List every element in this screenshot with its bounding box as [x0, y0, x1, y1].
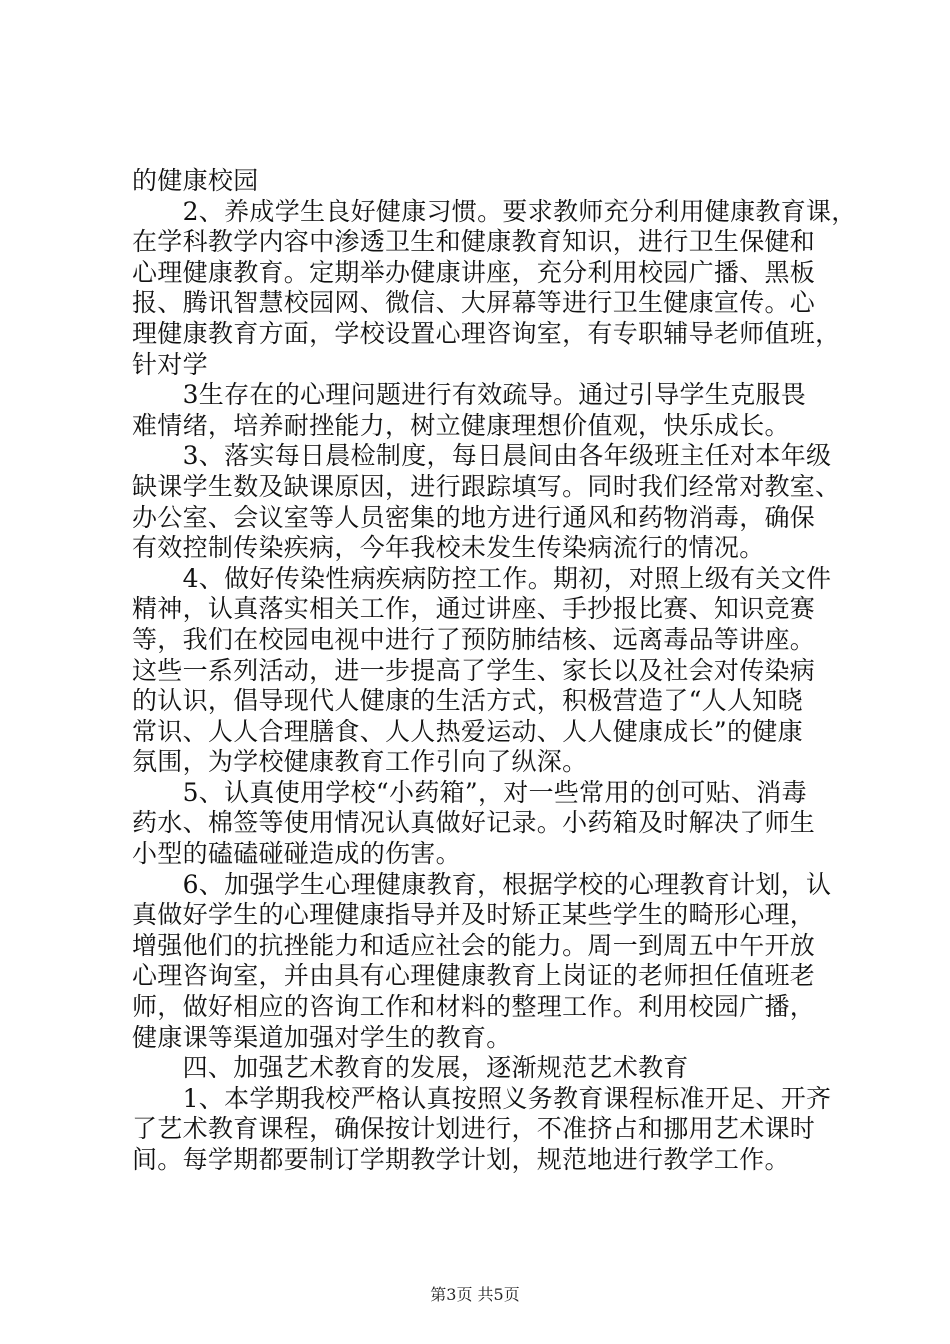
text-line: 小型的磕磕碰碰造成的伤害。 — [132, 839, 461, 869]
text-line: 报、腾讯智慧校园网、微信、大屏幕等进行卫生健康宣传。心 — [132, 288, 816, 318]
text-line: 2、养成学生良好健康习惯。要求教师充分利用健康教育课， — [132, 196, 857, 226]
text-line: 理健康教育方面，学校设置心理咨询室，有专职辅导老师值班， — [132, 318, 841, 348]
text-line: 常识、人人合理膳食、人人热爱运动、人人健康成长”的健康 — [132, 716, 803, 746]
text-line: 的认识，倡导现代人健康的生活方式，积极营造了“人人知晓 — [132, 686, 803, 716]
text-line: 4、做好传染性病疾病防控工作。期初，对照上级有关文件 — [132, 563, 832, 593]
text-line: 等，我们在校园电视中进行了预防肺结核、远离毒品等讲座。 — [132, 624, 816, 654]
text-line: 四、加强艺术教育的发展，逐渐规范艺术教育 — [132, 1053, 689, 1083]
text-line: 增强他们的抗挫能力和适应社会的能力。周一到周五中午开放 — [132, 930, 816, 960]
text-line: 精神，认真落实相关工作，通过讲座、手抄报比赛、知识竞赛 — [132, 594, 816, 624]
text-line: 6、加强学生心理健康教育，根据学校的心理教育计划，认 — [132, 869, 832, 899]
page-footer: 第3页 共5页 — [430, 1285, 520, 1304]
text-line: 这些一系列活动，进一步提高了学生、家长以及社会对传染病 — [132, 655, 816, 685]
text-line: 难情绪，培养耐挫能力，树立健康理想价值观，快乐成长。 — [132, 410, 790, 440]
document-body — [132, 166, 857, 1176]
text-line: 心理咨询室，并由具有心理健康教育上岗证的老师担任值班老 — [132, 961, 816, 991]
text-line: 3生存在的心理问题进行有效疏导。通过引导学生克服畏 — [132, 380, 807, 410]
text-line: 3、落实每日晨检制度，每日晨间由各年级班主任对本年级 — [132, 441, 832, 471]
text-line: 在学科教学内容中渗透卫生和健康教育知识，进行卫生保健和 — [132, 227, 816, 257]
text-line: 有效控制传染疾病，今年我校未发生传染病流行的情况。 — [132, 533, 765, 563]
text-line: 办公室、会议室等人员密集的地方进行通风和药物消毒，确保 — [132, 502, 816, 532]
text-line: 师，做好相应的咨询工作和材料的整理工作。利用校园广播， — [132, 992, 816, 1022]
text-line: 心理健康教育。定期举办健康讲座，充分利用校园广播、黑板 — [132, 257, 816, 287]
text-line: 缺课学生数及缺课原因，进行跟踪填写。同时我们经常对教室、 — [132, 471, 841, 501]
text-line: 了艺术教育课程，确保按计划进行，不准挤占和挪用艺术课时 — [132, 1114, 816, 1144]
text-line: 5、认真使用学校“小药箱”，对一些常用的创可贴、消毒 — [132, 777, 807, 807]
text-line: 间。每学期都要制订学期教学计划，规范地进行教学工作。 — [132, 1145, 790, 1174]
text-line: 药水、棉签等使用情况认真做好记录。小药箱及时解决了师生 — [132, 808, 816, 838]
text-line: 1、本学期我校严格认真按照义务教育课程标准开足、开齐 — [132, 1083, 832, 1113]
text-line: 健康课等渠道加强对学生的教育。 — [132, 1022, 512, 1052]
text-line: 针对学 — [132, 349, 208, 379]
text-line: 氛围，为学校健康教育工作引向了纵深。 — [132, 747, 588, 777]
text-line: 的健康校园 — [132, 166, 259, 195]
text-line: 真做好学生的心理健康指导并及时矫正某些学生的畸形心理， — [132, 900, 816, 930]
